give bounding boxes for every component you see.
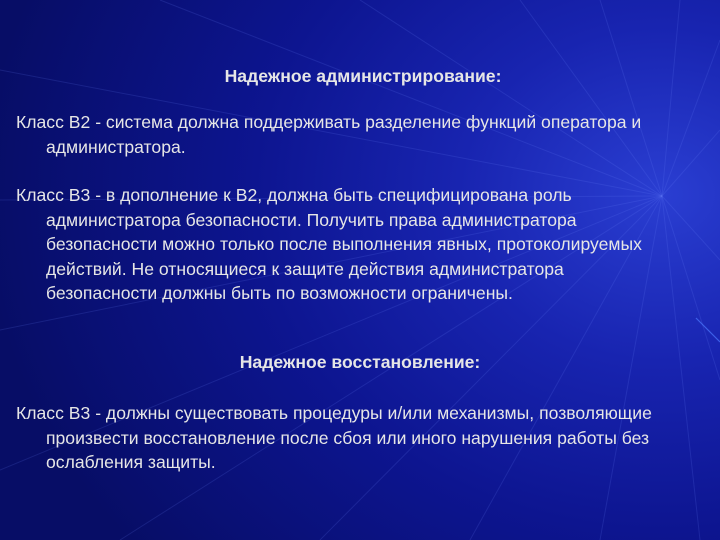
section-heading-administration: Надежное администрирование:: [224, 66, 502, 86]
paragraph-class-b3-administration: Класс В3 - в дополнение к В2, должна быть специфицирована роль администратора безопасности. Получить права администратора безопасности можно только после выполнения явных, протоколируемых действий. Не относящиеся к защите действия администратора безопасности должны быть по возможности ограничены.: [16, 185, 642, 303]
section-heading-recovery: Надежное восстановление:: [239, 352, 481, 372]
paragraph-class-b3-recovery: Класс В3 - должны существовать процедуры и/или механизмы, позволяющие произвести восстановление после сбоя или иного нарушения работы без ослабления защиты.: [16, 403, 652, 472]
paragraph-class-b2: Класс В2 - система должна поддерживать разделение функций оператора и администратора.: [16, 112, 642, 157]
